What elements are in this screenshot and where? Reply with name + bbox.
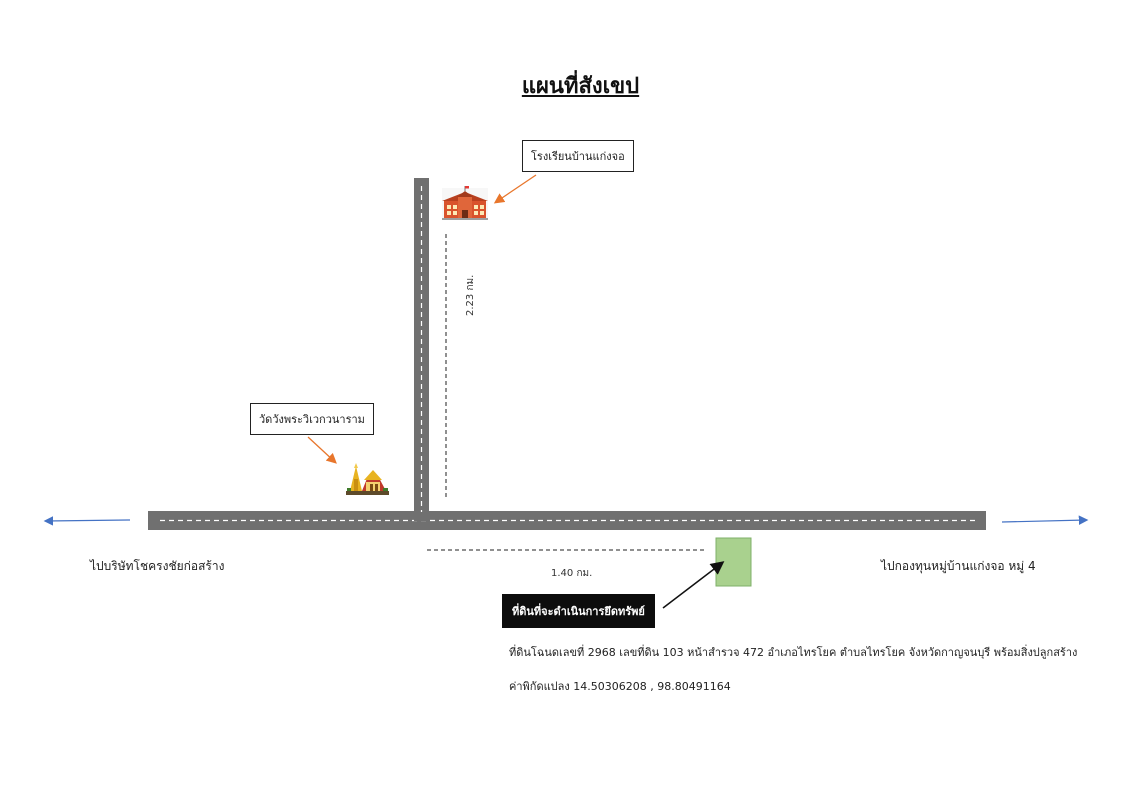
land-coordinates: ค่าพิกัดแปลง 14.50306208 , 98.80491164 [509,680,731,693]
vertical-distance-label: 2.23 กม. [465,274,476,316]
east-destination-label: ไปกองทุนหมู่บ้านแก่งจอ หมู่ 4 [881,559,1036,573]
school-building-icon [442,186,488,220]
land-description: ที่ดินโฉนดเลขที่ 2968 เลขที่ดิน 103 หน้าสำรวจ 472 อำเภอไทรโยค ตำบลไทรโยค จังหวัดกาญจนบุรี พร้อมสิ่งปลูกสร้าง [509,646,1078,659]
target-land-label: ที่ดินที่จะดำเนินการยึดทรัพย์ [502,594,655,628]
west-direction-arrow [46,520,130,521]
east-direction-arrow [1002,520,1086,522]
target-land-parcel [716,538,751,586]
temple-icon [346,463,389,495]
horizontal-distance-label: 1.40 กม. [551,568,593,579]
main-road [148,511,986,530]
map-title: แผนที่สังเขป [521,74,640,99]
school-label: โรงเรียนบ้านแก่งจอ [522,140,634,172]
side-road [414,178,429,521]
school-callout-arrow [496,175,536,202]
target-callout-arrow [663,563,722,608]
west-destination-label: ไปบริษัทโชครงชัยก่อสร้าง [90,559,225,573]
temple-callout-arrow [308,437,335,462]
temple-label: วัดวังพระวิเวกวนาราม [250,403,374,435]
